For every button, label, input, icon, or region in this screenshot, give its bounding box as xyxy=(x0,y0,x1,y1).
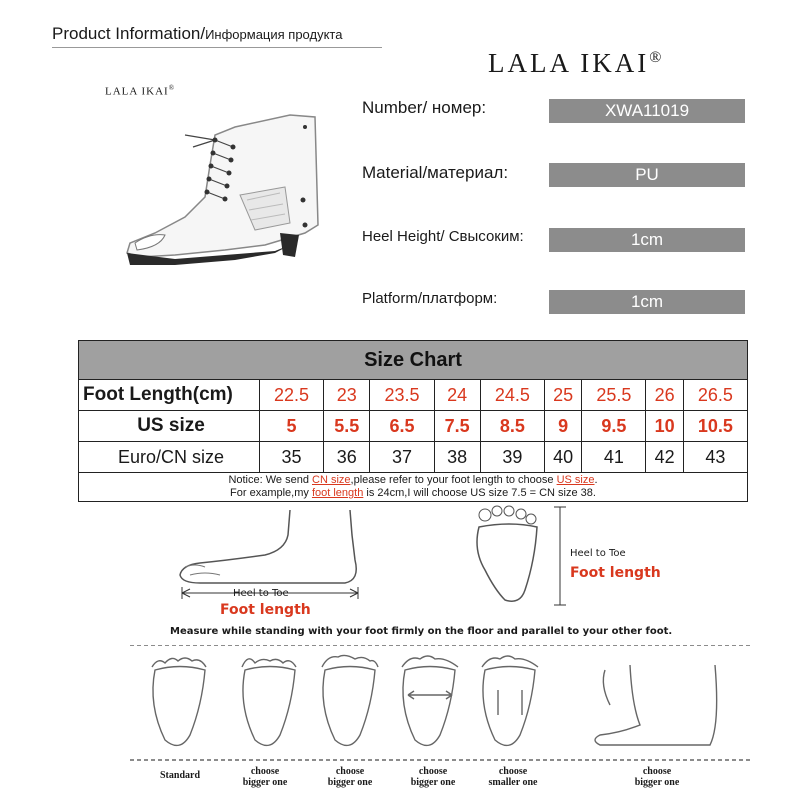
foot-length-cell: 25 xyxy=(544,380,581,411)
euro-size-cell: 43 xyxy=(683,442,747,473)
euro-size-cell: 36 xyxy=(324,442,370,473)
euro-size-cell: 40 xyxy=(544,442,581,473)
euro-size-cell: 39 xyxy=(480,442,544,473)
spec-heel-value: 1cm xyxy=(549,228,745,252)
foot-type-label: Standard xyxy=(159,770,200,781)
foot-length-cell: 23 xyxy=(324,380,370,411)
us-size-cell: 5 xyxy=(260,411,324,442)
us-size-cell: 6.5 xyxy=(370,411,434,442)
spec-number-label: Number/ номер: xyxy=(362,98,487,117)
foot-type-label: choose bigger one xyxy=(634,766,680,788)
page-title xyxy=(52,24,342,44)
foot-types-diagrams xyxy=(130,645,750,765)
us-size-cell: 9 xyxy=(544,411,581,442)
heel-to-toe-caption-left: Heel to Toe xyxy=(233,588,289,599)
foot-type-label: choose bigger one xyxy=(327,766,373,788)
us-size-cell: 10 xyxy=(646,411,683,442)
spec-material-value: PU xyxy=(549,163,745,187)
euro-size-cell: 37 xyxy=(370,442,434,473)
spec-number-value: XWA11019 xyxy=(549,99,745,123)
foot-length-cell: 26 xyxy=(646,380,683,411)
foot-top-diagram xyxy=(465,505,585,610)
foot-length-cell: 24 xyxy=(434,380,480,411)
foot-length-caption-right: Foot length xyxy=(570,565,661,581)
euro-size-header: Euro/CN size xyxy=(79,442,260,473)
foot-type-label: choose bigger one xyxy=(410,766,456,788)
foot-length-caption-left: Foot length xyxy=(220,602,311,618)
foot-length-cell: 26.5 xyxy=(683,380,747,411)
euro-size-row xyxy=(79,442,748,473)
measure-instruction: Measure while standing with your foot firmly on the floor and parallel to your other foot. xyxy=(170,626,673,637)
spec-heel-label: Heel Height/ Свысоким: xyxy=(362,228,524,245)
foot-length-header: Foot Length(cm) xyxy=(79,380,260,411)
spec-platform-label: Platform/платформ: xyxy=(362,290,498,307)
us-size-cell: 7.5 xyxy=(434,411,480,442)
foot-type-label: choose bigger one xyxy=(242,766,288,788)
euro-size-cell: 42 xyxy=(646,442,683,473)
us-size-cell: 5.5 xyxy=(324,411,370,442)
size-chart-table xyxy=(78,340,748,502)
brand-logo: LALA IKAI® xyxy=(488,48,665,78)
foot-length-cell: 22.5 xyxy=(260,380,324,411)
size-notice: Notice: We send CN size,please refer to your foot length to choose US size. For example,my foot length is 24cm,I will choose US size 7.5 = CN size 38. xyxy=(79,473,748,502)
euro-size-cell: 38 xyxy=(434,442,480,473)
euro-size-cell: 35 xyxy=(260,442,324,473)
us-size-header: US size xyxy=(79,411,260,442)
spec-material-label: Material/материал: xyxy=(362,163,509,182)
brand-logo-small: LALA IKAI® xyxy=(105,84,176,98)
title-russian: Информация продукта xyxy=(205,27,343,42)
foot-length-cell: 25.5 xyxy=(582,380,646,411)
us-size-cell: 9.5 xyxy=(582,411,646,442)
heel-to-toe-caption-right: Heel to Toe xyxy=(570,548,626,559)
spec-platform-value: 1cm xyxy=(549,290,745,314)
foot-type-label: choose smaller one xyxy=(488,766,538,788)
foot-length-cell: 24.5 xyxy=(480,380,544,411)
size-chart-title: Size Chart xyxy=(79,341,748,380)
euro-size-cell: 41 xyxy=(582,442,646,473)
us-size-row xyxy=(79,411,748,442)
title-english: Product Information/ xyxy=(52,24,206,43)
us-size-cell: 8.5 xyxy=(480,411,544,442)
foot-length-cell: 23.5 xyxy=(370,380,434,411)
us-size-cell: 10.5 xyxy=(683,411,747,442)
product-shoe-image xyxy=(115,105,335,275)
header-divider xyxy=(52,47,382,48)
foot-length-row xyxy=(79,380,748,411)
